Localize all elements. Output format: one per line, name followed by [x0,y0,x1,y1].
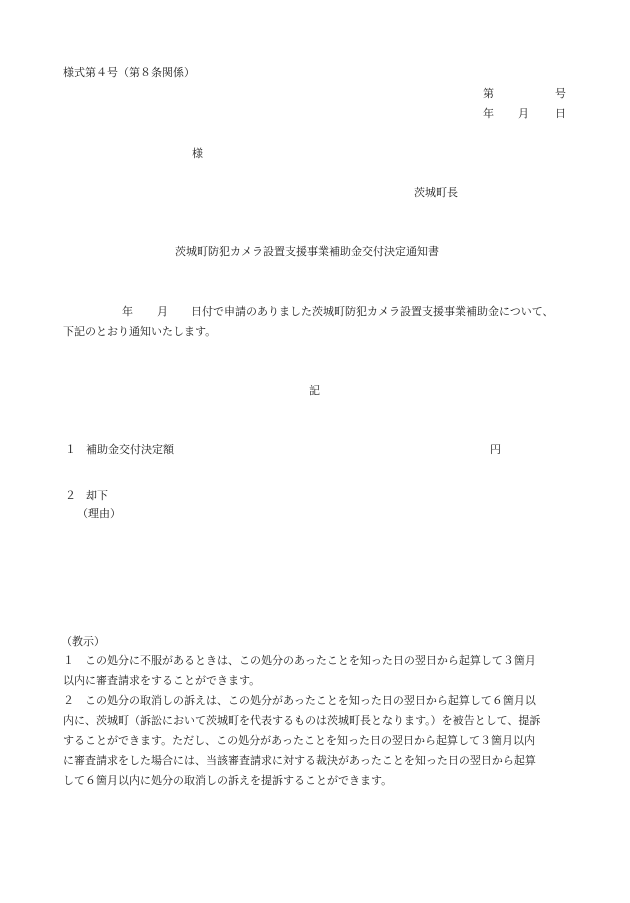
form-label: 様式第４号（第８条関係） [63,66,195,79]
notice-line: １ この処分に不服があるときは、この処分のあったことを知った日の翌日から起算して３箇月 [63,654,536,667]
body-line1: 日付で申請のありました茨城町防犯カメラ設置支援事業補助金について、 [191,305,554,318]
item2-label: 却下 [86,489,108,502]
body-year: 年 [122,305,133,318]
item2-number: ２ [65,489,76,502]
doc-date-year: 年 [483,107,494,120]
item1-number: １ [65,443,76,456]
body-month: 月 [157,305,168,318]
doc-date-day: 日 [555,107,566,120]
doc-date-month: 月 [518,107,529,120]
ki-heading: 記 [309,384,320,397]
notice-line: ２ この処分の取消しの訴えは、この処分があったことを知った日の翌日から起算して６箇月以 [63,694,536,707]
item2-reason: （理由） [77,507,121,520]
notice-line: することができます。ただし、この処分があったことを知った日の翌日から起算して３箇月以内 [63,734,536,747]
notice-line: に審査請求をした場合には、当該審査請求に対する裁決があったことを知った日の翌日から起算 [63,754,536,767]
notice-line: 以内に審査請求をすることができます。 [63,674,261,687]
notice-line: 内に、茨城町（訴訟において茨城町を代表するものは茨城町長となります。）を被告として、提訴 [63,714,541,727]
notice-heading: （教示） [61,635,105,648]
body-line2: 下記のとおり通知いたします。 [63,325,217,338]
document-title: 茨城町防犯カメラ設置支援事業補助金交付決定通知書 [175,245,439,258]
notice-line: して６箇月以内に処分の取消しの訴えを提訴することができます。 [63,774,393,787]
item1-unit: 円 [490,443,501,456]
issuer-name: 茨城町長 [414,186,458,199]
doc-number-prefix: 第 [483,87,494,100]
item1-label: 補助金交付決定額 [86,443,174,456]
doc-number-suffix: 号 [555,87,566,100]
addressee-honorific: 様 [192,147,203,160]
